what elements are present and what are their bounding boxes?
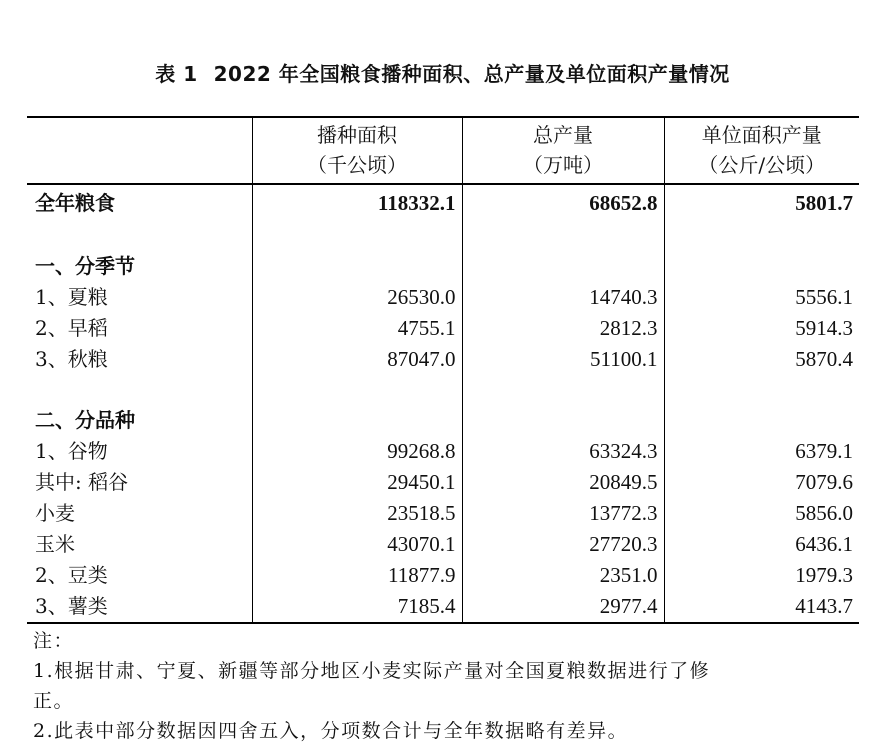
header-yield xyxy=(664,117,859,184)
cell-sown-area: 11877.9 xyxy=(252,560,462,591)
cell-yield: 1979.3 xyxy=(664,560,859,591)
header-sown-area xyxy=(252,117,462,184)
cell-total-output: 27720.3 xyxy=(462,529,664,560)
row-label: 全年粮食 xyxy=(35,191,115,215)
cell-total-output: 2351.0 xyxy=(462,560,664,591)
row-label: 3、秋粮 xyxy=(35,347,108,371)
cell-yield: 5556.1 xyxy=(664,282,859,313)
cell-sown-area: 99268.8 xyxy=(252,436,462,467)
row-label: 小麦 xyxy=(35,501,75,525)
row-label: 一、分季节 xyxy=(35,254,135,278)
cell-total-output: 51100.1 xyxy=(462,344,664,375)
cell-total-output: 63324.3 xyxy=(462,436,664,467)
table-row xyxy=(27,560,859,591)
table-row xyxy=(27,436,859,467)
header-total-output xyxy=(462,117,664,184)
table-row-total xyxy=(27,184,859,221)
cell-yield: 6436.1 xyxy=(664,529,859,560)
table-row xyxy=(27,467,859,498)
cell-sown-area: 118332.1 xyxy=(252,184,462,221)
section-heading-season xyxy=(27,251,859,282)
row-label: 1、夏粮 xyxy=(35,285,108,309)
header-total-output-name: 总产量 xyxy=(533,123,593,147)
row-label: 3、薯类 xyxy=(35,594,108,618)
table-row xyxy=(27,591,859,623)
cell-sown-area: 26530.0 xyxy=(252,282,462,313)
cell-total-output: 14740.3 xyxy=(462,282,664,313)
header-sown-area-name: 播种面积 xyxy=(317,123,397,147)
grain-statistics-table xyxy=(27,116,859,624)
cell-total-output: 2977.4 xyxy=(462,591,664,623)
row-label: 2、豆类 xyxy=(35,563,108,587)
spacer-row xyxy=(27,221,859,251)
table-title-text: 2022 年全国粮食播种面积、总产量及单位面积产量情况 xyxy=(213,62,730,86)
cell-yield: 5914.3 xyxy=(664,313,859,344)
cell-sown-area: 43070.1 xyxy=(252,529,462,560)
cell-total-output: 2812.3 xyxy=(462,313,664,344)
table-number: 表 1 xyxy=(155,62,198,86)
table-row xyxy=(27,498,859,529)
header-sown-area-unit: （千公顷） xyxy=(307,153,407,177)
cell-yield: 5801.7 xyxy=(664,184,859,221)
table-row xyxy=(27,313,859,344)
table-title xyxy=(0,58,885,87)
header-row xyxy=(27,117,859,184)
cell-sown-area: 23518.5 xyxy=(252,498,462,529)
header-yield-unit: （公斤/公顷） xyxy=(698,153,826,177)
section-heading-variety xyxy=(27,405,859,436)
cell-sown-area: 4755.1 xyxy=(252,313,462,344)
notes-heading: 注： xyxy=(33,630,75,652)
cell-yield: 6379.1 xyxy=(664,436,859,467)
cell-sown-area: 29450.1 xyxy=(252,467,462,498)
note-1: 1.根据甘肃、宁夏、新疆等部分地区小麦实际产量对全国夏粮数据进行了修 xyxy=(33,660,711,682)
row-label: 二、分品种 xyxy=(35,408,135,432)
note-2: 2.此表中部分数据因四舍五入，分项数合计与全年数据略有差异。 xyxy=(33,720,629,742)
cell-sown-area: 7185.4 xyxy=(252,591,462,623)
table-row xyxy=(27,282,859,313)
cell-yield: 5870.4 xyxy=(664,344,859,375)
row-label: 其中: 稻谷 xyxy=(35,470,129,494)
cell-sown-area: 87047.0 xyxy=(252,344,462,375)
cell-total-output: 13772.3 xyxy=(462,498,664,529)
cell-yield: 7079.6 xyxy=(664,467,859,498)
table-notes xyxy=(33,626,853,746)
table-row xyxy=(27,344,859,375)
cell-yield: 5856.0 xyxy=(664,498,859,529)
cell-total-output: 68652.8 xyxy=(462,184,664,221)
header-label-column xyxy=(27,117,252,184)
header-total-output-unit: （万吨） xyxy=(523,153,603,177)
note-1-continued: 正。 xyxy=(33,690,75,712)
header-yield-name: 单位面积产量 xyxy=(701,123,822,147)
row-label: 1、谷物 xyxy=(35,439,108,463)
row-label: 玉米 xyxy=(35,532,75,556)
row-label: 2、早稻 xyxy=(35,316,108,340)
spacer-row xyxy=(27,375,859,405)
cell-total-output: 20849.5 xyxy=(462,467,664,498)
table-row xyxy=(27,529,859,560)
cell-yield: 4143.7 xyxy=(664,591,859,623)
